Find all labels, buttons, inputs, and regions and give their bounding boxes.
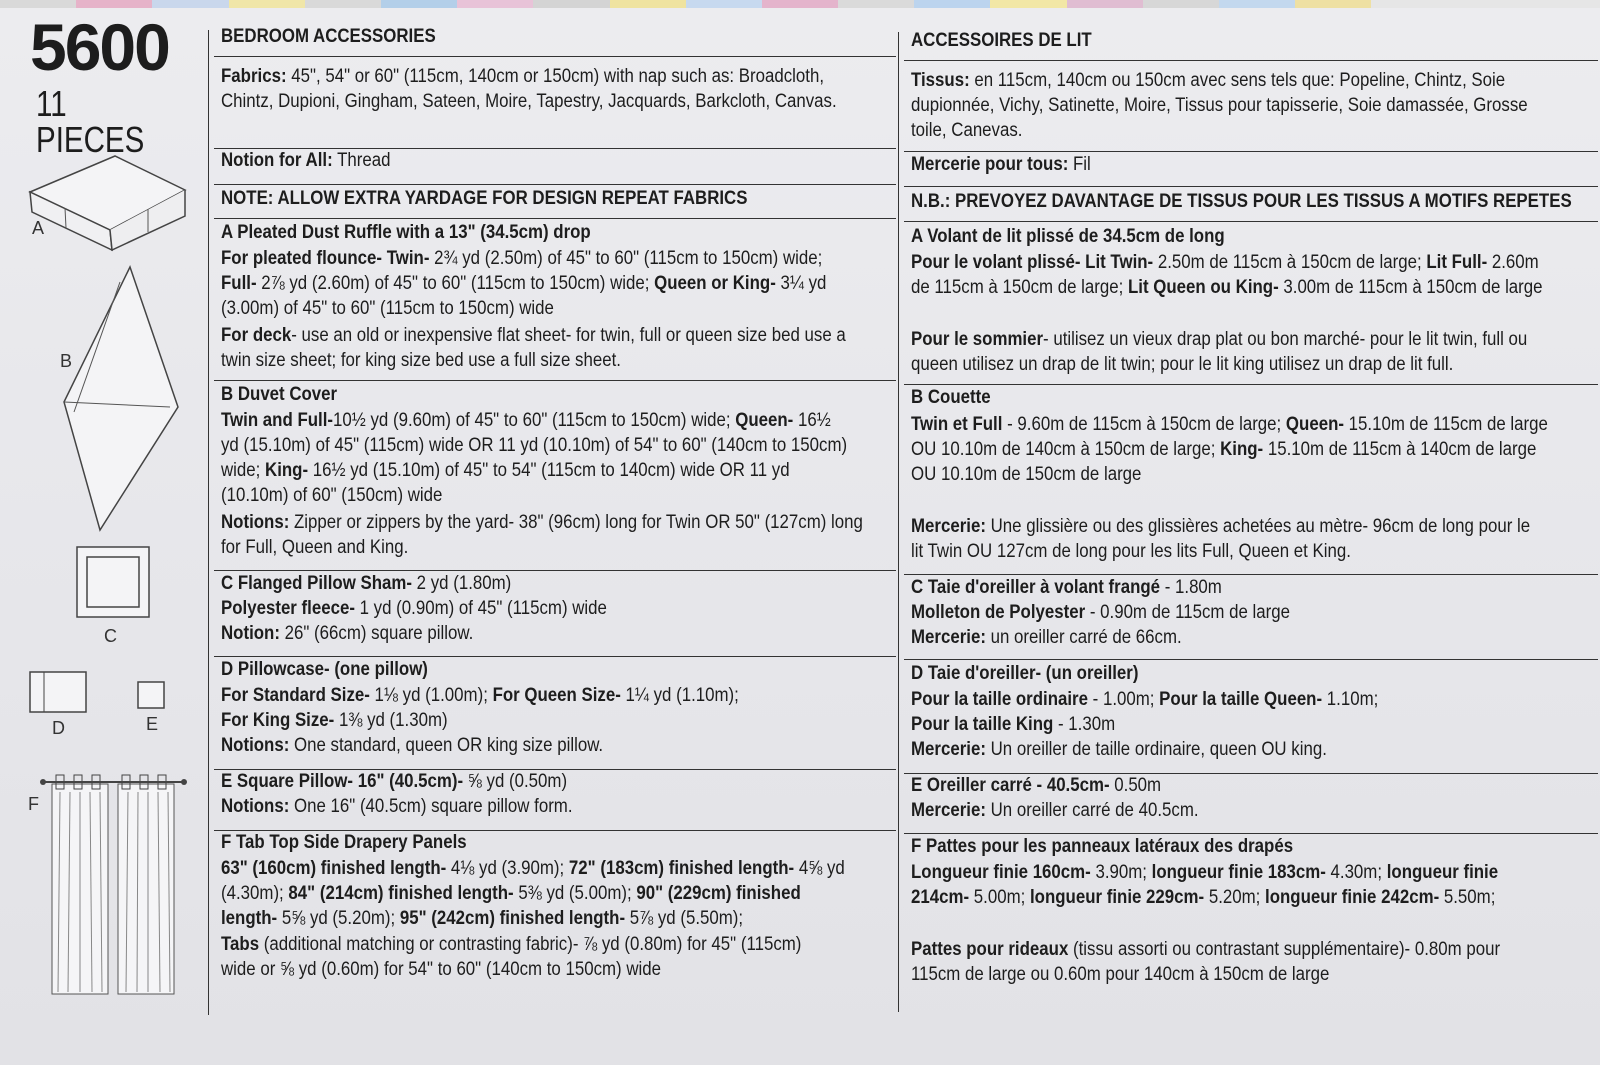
view-label-a: A [32,218,45,238]
section-b-line: OU 10.10m de 140cm à 150cm de large; King- 15.10m de 115cm à 140cm de large [911,438,1537,460]
section-b-line: yd (15.10m) of 45" (115cm) wide OR 11 yd (10.10m) of 54" to 60" (140cm to 150cm) [221,434,848,456]
section-b-line: OU 10.10m de 150cm de large [911,463,1142,485]
section-a-line: queen utilisez un drap de lit twin; pour le lit king utilisez un drap de lit full. [911,353,1454,375]
view-label-c: C [104,626,117,646]
dust-ruffle-sketch [20,150,190,255]
section-a-line: (3.00m) of 45" to 60" (115cm to 150cm) wide [221,297,554,319]
section-e-line: Notions: One 16" (40.5cm) square pillow form. [221,795,573,817]
section-f-line: Pattes pour rideaux (tissu assorti ou contrastant supplémentaire)- 0.80m pour [911,938,1501,960]
section-f-line: (4.30m); 84" (214cm) finished length- 5⅜ yd (5.00m); 90" (229cm) finished [221,882,801,904]
pattern-sidebar [0,0,208,1065]
section-d-line: Mercerie: Un oreiller de taille ordinaire, queen OU king. [911,738,1327,760]
section-f-heading: F Pattes pour les panneaux latéraux des drapés [911,835,1294,857]
section-c-heading: C Taie d'oreiller à volant frangé - 1.80m [911,576,1222,598]
view-label-d: D [52,718,65,738]
section-a-line: de 115cm à 150cm de large; Lit Queen ou King- 3.00m de 115cm à 150cm de large [911,276,1543,298]
section-b-heading: B Duvet Cover [221,383,338,405]
fabrics-line: toile, Canevas. [911,119,1023,141]
section-d-line: Notions: One standard, queen OR king size pillow. [221,734,604,756]
section-a-heading: A Pleated Dust Ruffle with a 13" (34.5cm) drop [221,221,591,243]
column-divider-left [208,30,209,1015]
section-c-heading: C Flanged Pillow Sham- 2 yd (1.80m) [221,572,512,594]
section-title: ACCESSOIRES DE LIT [911,29,1092,51]
pillow-sham-sketch [75,545,155,620]
section-f-line: Tabs (additional matching or contrasting fabric)- ⅞ yd (0.80m) for 45" (115cm) [221,933,802,955]
note-line: NOTE: ALLOW EXTRA YARDAGE FOR DESIGN REPEAT FABRICS [221,187,748,209]
view-label-f: F [28,794,39,814]
section-c-line: Polyester fleece- 1 yd (0.90m) of 45" (115cm) wide [221,597,607,619]
section-e-heading: E Square Pillow- 16" (40.5cm)- ⅝ yd (0.50m) [221,770,568,792]
section-title: BEDROOM ACCESSORIES [221,25,436,47]
pieces-count: 11 PIECES [36,83,145,160]
section-a-line: twin size sheet; for king size bed use a full size sheet. [221,349,621,371]
square-pillow-sketch [136,680,168,712]
section-f-line: 115cm de large ou 0.60m pour 140cm à 150cm de large [911,963,1330,985]
duvet-sketch [60,262,185,537]
section-d-line: Pour la taille ordinaire - 1.00m; Pour la taille Queen- 1.10m; [911,688,1379,710]
color-calibration-strip [0,0,1600,8]
drapery-panels-sketch [40,772,190,1002]
section-b-line: Twin et Full - 9.60m de 115cm à 150cm de large; Queen- 15.10m de 115cm de large [911,413,1548,435]
section-d-heading: D Pillowcase- (one pillow) [221,658,428,680]
section-f-line: 63" (160cm) finished length- 4⅛ yd (3.90m); 72" (183cm) finished length- 4⅝ yd [221,857,845,879]
section-b-line: Notions: Zipper or zippers by the yard- 38" (96cm) long for Twin OR 50" (127cm) long [221,511,863,533]
section-b-line: wide; King- 16½ yd (15.10m) of 45" to 54" (115cm to 140cm) wide OR 11 yd [221,459,790,481]
section-b-heading: B Couette [911,386,991,408]
section-f-line: Longueur finie 160cm- 3.90m; longueur finie 183cm- 4.30m; longueur finie [911,861,1499,883]
section-b-line: for Full, Queen and King. [221,536,409,558]
section-e-heading: E Oreiller carré - 40.5cm- 0.50m [911,774,1162,796]
note-line: N.B.: PREVOYEZ DAVANTAGE DE TISSUS POUR LES TISSUS A MOTIFS REPETES [911,190,1572,212]
fabrics-line: Chintz, Dupioni, Gingham, Sateen, Moire, Tapestry, Jacquards, Barkcloth, Canvas. [221,90,837,112]
section-b-line: lit Twin OU 127cm de long pour les lits Full, Queen et King. [911,540,1351,562]
section-a-heading: A Volant de lit plissé de 34.5cm de long [911,225,1225,247]
section-e-line: Mercerie: Un oreiller carré de 40.5cm. [911,799,1199,821]
section-c-line: Molleton de Polyester - 0.90m de 115cm de large [911,601,1290,623]
section-d-line: For Standard Size- 1⅛ yd (1.00m); For Queen Size- 1¼ yd (1.10m); [221,684,739,706]
pattern-number: 5600 [30,10,169,84]
view-label-e: E [146,714,159,734]
section-b-line: (10.10m) of 60" (150cm) wide [221,484,443,506]
section-f-heading: F Tab Top Side Drapery Panels [221,831,467,853]
section-a-line: Full- 2⅞ yd (2.60m) of 45" to 60" (115cm to 150cm) wide; Queen or King- 3¼ yd [221,272,827,294]
section-f-line: wide or ⅝ yd (0.60m) for 54" to 60" (140cm to 150cm) wide [221,958,661,980]
section-c-line: Notion: 26" (66cm) square pillow. [221,622,474,644]
fabrics-line: dupionnée, Vichy, Satinette, Moire, Tissus pour tapisserie, Soie damassée, Grosse [911,94,1528,116]
fabrics-line: Fabrics: 45", 54" or 60" (115cm, 140cm or 150cm) with nap such as: Broadcloth, [221,65,825,87]
view-label-b: B [60,351,73,371]
section-f-line: 214cm- 5.00m; longueur finie 229cm- 5.20m; longueur finie 242cm- 5.50m; [911,886,1496,908]
section-a-line: Pour le volant plissé- Lit Twin- 2.50m de 115cm à 150cm de large; Lit Full- 2.60m [911,251,1539,273]
section-c-line: Mercerie: un oreiller carré de 66cm. [911,626,1182,648]
section-b-line: Mercerie: Une glissière ou des glissières achetées au mètre- 96cm de long pour le [911,515,1531,537]
section-d-line: For King Size- 1⅜ yd (1.30m) [221,709,448,731]
pillowcase-sketch [28,670,90,715]
section-a-line: For deck- use an old or inexpensive flat sheet- for twin, full or queen size bed use a [221,324,846,346]
section-b-line: Twin and Full-10½ yd (9.60m) of 45" to 60" (115cm to 150cm) wide; Queen- 16½ [221,409,831,431]
section-a-line: Pour le sommier- utilisez un vieux drap plat ou bon marché- pour le lit twin, full ou [911,328,1528,350]
fabrics-line: Tissus: en 115cm, 140cm ou 150cm avec sens tels que: Popeline, Chintz, Soie [911,69,1506,91]
notion-line: Mercerie pour tous: Fil [911,153,1091,175]
section-d-line: Pour la taille King - 1.30m [911,713,1116,735]
notion-line: Notion for All: Thread [221,149,391,171]
section-f-line: length- 5⅝ yd (5.20m); 95" (242cm) finished length- 5⅞ yd (5.50m); [221,907,744,929]
section-a-line: For pleated flounce- Twin- 2¾ yd (2.50m) of 45" to 60" (115cm to 150cm) wide; [221,247,823,269]
section-d-heading: D Taie d'oreiller- (un oreiller) [911,662,1139,684]
column-divider-middle [898,32,899,1012]
